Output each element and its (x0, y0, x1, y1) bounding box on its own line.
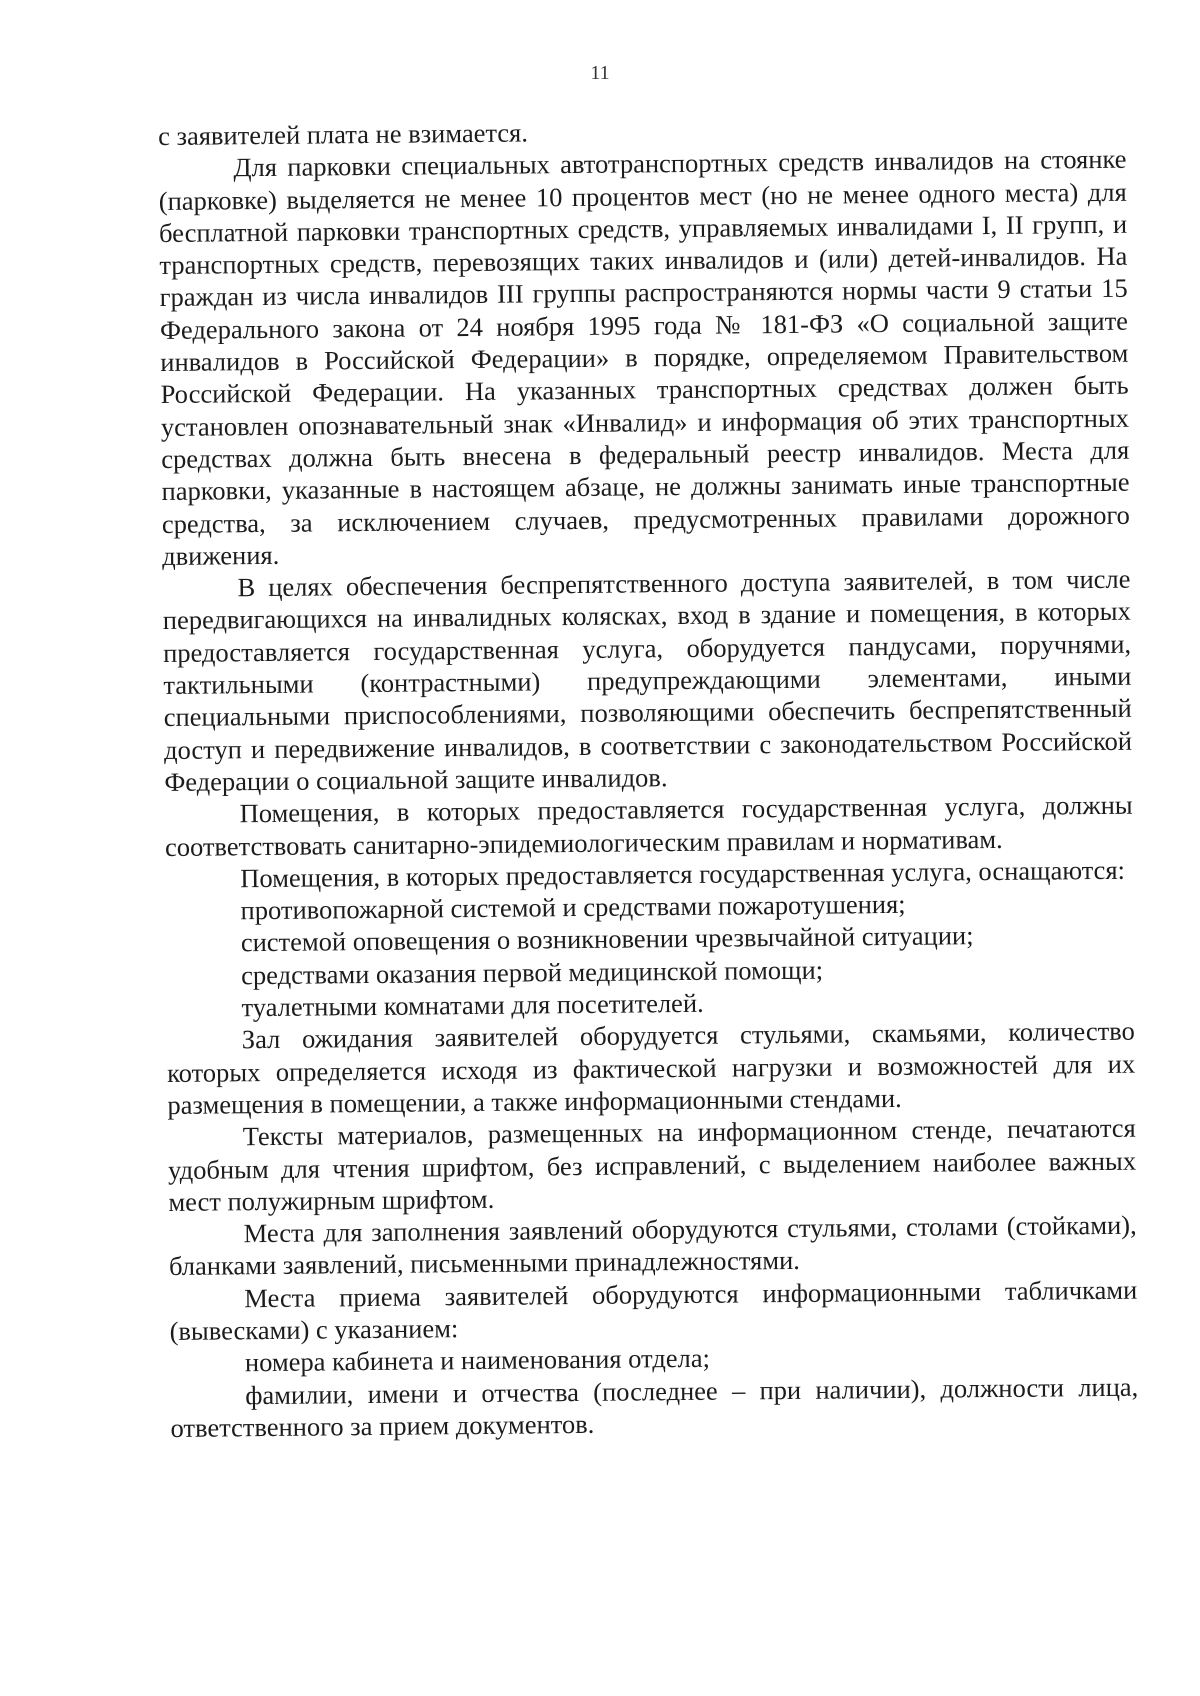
paragraph-accessibility: В целях обеспечения беспрепятственного доступа заявителей, в том числе передвигающихся на инвалидных колясках, вход в здание и помещения, в которых предоставляется государственная услуга, оборудуется пандусами, поручнями, тактильными (контрастными) предупреждающими элементами, иными специальными приспособлениями, позволяющими обеспечить беспрепятственный доступ и передвижение инвалидов, в соответствии с законодательством Российской Федерации о социальной защите инвалидов. (162, 563, 1133, 797)
page-number: 11 (590, 62, 610, 84)
list-item-first-aid: средствами оказания первой медицинской помощи; (241, 954, 824, 990)
document-body (158, 111, 1139, 1444)
list-item-toilets: туалетными комнатами для посетителей. (241, 987, 704, 1023)
paragraph-waiting-room: Зал ожидания заявителей оборудуется стульями, скамьями, количество которых определяется исходя из фактической нагрузки и возможностей для их размещения в помещении, а также информационными стендами. (167, 1015, 1136, 1120)
paragraph-fee-continuation: с заявителей плата не взимается. (158, 117, 529, 151)
list-item-responsible-person: фамилии, имени и отчества (последнее – при наличии), должности лица, ответственного за прием документов. (170, 1371, 1139, 1443)
paragraph-sanitary: Помещения, в которых предоставляется государственная услуга, должны соответствовать санитарно-эпидемиологическим правилам и нормативам. (164, 789, 1133, 862)
paragraph-info-stand-texts: Тексты материалов, размещенных на информационном стенде, печатаются удобным для чтения шрифтом, без исправлений, с выделением наиболее важных мест полужирным шрифтом. (167, 1112, 1137, 1217)
list-item-office-number: номера кабинета и наименования отдела; (244, 1343, 711, 1378)
paragraph-application-area: Места для заполнения заявлений оборудуются стульями, столами (стойками), бланками заявлений, письменными принадлежностями. (168, 1209, 1137, 1282)
paragraph-reception-signs: Места приема заявителей оборудуются информационными табличками (вывесками) с указанием: (169, 1274, 1138, 1346)
paragraph-parking: Для парковки специальных автотранспортных средств инвалидов на стоянке (парковке) выделяется не менее 10 процентов мест (но не менее одного места) для бесплатной парковки транспортных средств, управляемых инвалидами I, II групп, и транспортных средств, перевозящих таких инвалидов и (или) детей-инвалидов. На граждан из числа инвалидов III группы распространяются нормы части 9 статьи 15 Федерального закона от 24 ноября 1995 года № 181-ФЗ «О социальной защите инвалидов в Российской Федерации» в порядке, определяемом Правительством Российской Федерации. На указанных транспортных средствах должен быть установлен опознавательный знак «Инвалид» и информация об этих транспортных средствах должна быть внесена в федеральный реестр инвалидов. Места для парковки, указанные в настоящем абзаце, не должны занимать иные транспортные средства, за исключением случаев, предусмотренных правилами дорожного движения. (158, 144, 1130, 571)
paragraph-equipment-intro: Помещения, в которых предоставляется государственная услуга, оснащаются: (240, 854, 1126, 894)
list-item-emergency-alert: системой оповещения о возникновении чрезвычайной ситуации; (240, 920, 974, 958)
list-item-fire-system: противопожарной системой и средствами пожаротушения; (240, 888, 906, 926)
